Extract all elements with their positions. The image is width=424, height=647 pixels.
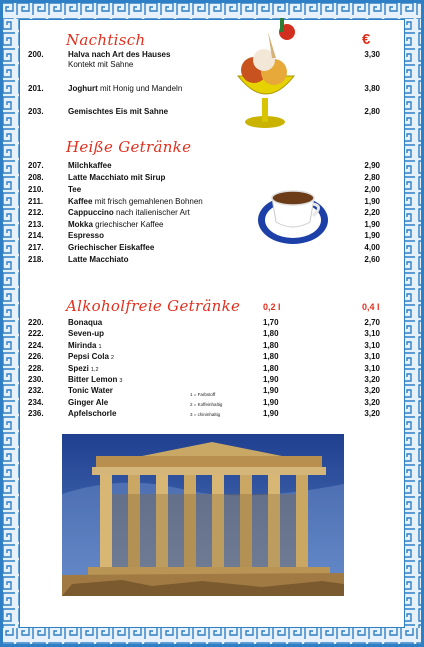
note-line: 2 = Koffeinhaltig xyxy=(190,402,223,407)
item-name: Gemischtes Eis mit Sahne xyxy=(68,107,169,116)
item-name: Bitter Lemon 3 xyxy=(68,375,123,384)
item-number: 226. xyxy=(28,352,44,361)
item-name: Apfelschorle xyxy=(68,409,117,418)
menu-item xyxy=(0,106,424,117)
menu-item xyxy=(0,351,424,362)
menu-item xyxy=(0,49,424,60)
item-number: 203. xyxy=(28,107,44,116)
item-price: 3,80 xyxy=(364,84,380,93)
section-title-hot-drinks: Heiße Getränke xyxy=(66,138,192,156)
item-number: 222. xyxy=(28,329,44,338)
menu-item xyxy=(0,328,424,339)
additive-mark: 1 xyxy=(98,344,102,350)
item-name: Seven-up xyxy=(68,329,105,338)
menu-item xyxy=(0,230,424,241)
menu-item xyxy=(0,317,424,328)
currency-symbol: € xyxy=(362,31,371,48)
item-price-large: 3,10 xyxy=(364,352,380,361)
item-name: Mirinda 1 xyxy=(68,341,102,350)
menu-item xyxy=(0,83,424,94)
item-price: 2,00 xyxy=(364,185,380,194)
item-price: 2,80 xyxy=(364,107,380,116)
item-name: Mokka griechischer Kaffee xyxy=(68,220,164,229)
item-name: Milchkaffee xyxy=(68,161,112,170)
item-price-small: 1,80 xyxy=(263,364,279,373)
item-name: Latte Macchiato xyxy=(68,255,129,264)
parthenon-photo xyxy=(62,434,344,596)
item-price-small: 1,90 xyxy=(263,386,279,395)
item-number: 236. xyxy=(28,409,44,418)
column-header-large: 0,4 l xyxy=(362,302,380,312)
item-price: 1,90 xyxy=(364,231,380,240)
item-number: 214. xyxy=(28,231,44,240)
item-number: 213. xyxy=(28,220,44,229)
item-name: Griechischer Eiskaffee xyxy=(68,243,155,252)
column-header-small: 0,2 l xyxy=(263,302,281,312)
item-name: Halva nach Art des Hauses xyxy=(68,50,171,59)
item-name: Tonic Water xyxy=(68,386,113,395)
menu-item xyxy=(0,363,424,374)
item-price-large: 2,70 xyxy=(364,318,380,327)
additive-mark: 2 xyxy=(110,355,114,361)
item-name: Cappuccino nach italienischer Art xyxy=(68,208,190,217)
coffee-cup-image xyxy=(256,180,330,248)
item-name: Kaffee mit frisch gemahlenen Bohnen xyxy=(68,197,203,206)
item-description: mit frisch gemahlenen Bohnen xyxy=(94,197,203,206)
menu-item xyxy=(0,160,424,171)
section-title-dessert: Nachtisch xyxy=(66,31,146,49)
item-name: Spezi 1,2 xyxy=(68,364,99,373)
menu-item xyxy=(0,374,424,385)
note-line: 3 = chininhaltig xyxy=(190,412,221,417)
item-number: 201. xyxy=(28,84,44,93)
menu-item xyxy=(0,172,424,183)
item-price: 2,20 xyxy=(364,208,380,217)
menu-item xyxy=(0,184,424,195)
item-price-large: 3,20 xyxy=(364,375,380,384)
menu-item xyxy=(0,207,424,218)
item-description: nach italienischer Art xyxy=(116,208,190,217)
additive-mark: 1,2 xyxy=(90,367,99,373)
item-number: 212. xyxy=(28,208,44,217)
item-price: 1,90 xyxy=(364,197,380,206)
item-name: Pepsi Cola 2 xyxy=(68,352,114,361)
item-name: Joghurt mit Honig und Mandeln xyxy=(68,84,183,93)
item-price-large: 3,10 xyxy=(364,341,380,350)
item-price-small: 1,80 xyxy=(263,341,279,350)
item-price-large: 3,10 xyxy=(364,329,380,338)
item-name: Espresso xyxy=(68,231,105,240)
item-price: 2,90 xyxy=(364,161,380,170)
item-price-small: 1,90 xyxy=(263,398,279,407)
menu-item xyxy=(0,196,424,207)
item-number: 224. xyxy=(28,341,44,350)
item-price-small: 1,90 xyxy=(263,409,279,418)
item-name: Tee xyxy=(68,185,82,194)
item-number: 220. xyxy=(28,318,44,327)
item-number: 234. xyxy=(28,398,44,407)
item-description: mit Honig und Mandeln xyxy=(100,84,183,93)
item-number: 228. xyxy=(28,364,44,373)
item-price-small: 1,70 xyxy=(263,318,279,327)
menu-item xyxy=(0,340,424,351)
item-name: Ginger Ale xyxy=(68,398,109,407)
item-description: Kontekt mit Sahne xyxy=(68,60,134,69)
item-description: griechischer Kaffee xyxy=(95,220,164,229)
menu-item xyxy=(0,254,424,265)
item-price-small: 1,80 xyxy=(263,329,279,338)
item-number: 207. xyxy=(28,161,44,170)
item-price: 1,90 xyxy=(364,220,380,229)
item-price-large: 3,10 xyxy=(364,364,380,373)
additive-mark: 3 xyxy=(119,378,123,384)
menu-item xyxy=(0,242,424,253)
item-number: 208. xyxy=(28,173,44,182)
menu-item xyxy=(0,219,424,230)
item-name: Latte Macchiato mit Sirup xyxy=(68,173,166,182)
note-line: 1 = Farbstoff xyxy=(190,392,216,397)
additive-notes xyxy=(190,390,222,420)
item-number: 217. xyxy=(28,243,44,252)
item-price: 4,00 xyxy=(364,243,380,252)
item-price-large: 3,20 xyxy=(364,409,380,418)
item-price-small: 1,80 xyxy=(263,352,279,361)
item-price: 2,60 xyxy=(364,255,380,264)
item-price-large: 3,20 xyxy=(364,386,380,395)
item-number: 230. xyxy=(28,375,44,384)
item-price-large: 3,20 xyxy=(364,398,380,407)
item-name: Bonaqua xyxy=(68,318,103,327)
item-price-small: 1,90 xyxy=(263,375,279,384)
item-number: 218. xyxy=(28,255,44,264)
section-title-soft-drinks: Alkoholfreie Getränke xyxy=(66,297,241,315)
item-number: 200. xyxy=(28,50,44,59)
item-price: 2,80 xyxy=(364,173,380,182)
item-price: 3,30 xyxy=(364,50,380,59)
ice-cream-sundae-image xyxy=(232,12,300,138)
item-number: 232. xyxy=(28,386,44,395)
item-number: 210. xyxy=(28,185,44,194)
item-number: 211. xyxy=(28,197,44,206)
